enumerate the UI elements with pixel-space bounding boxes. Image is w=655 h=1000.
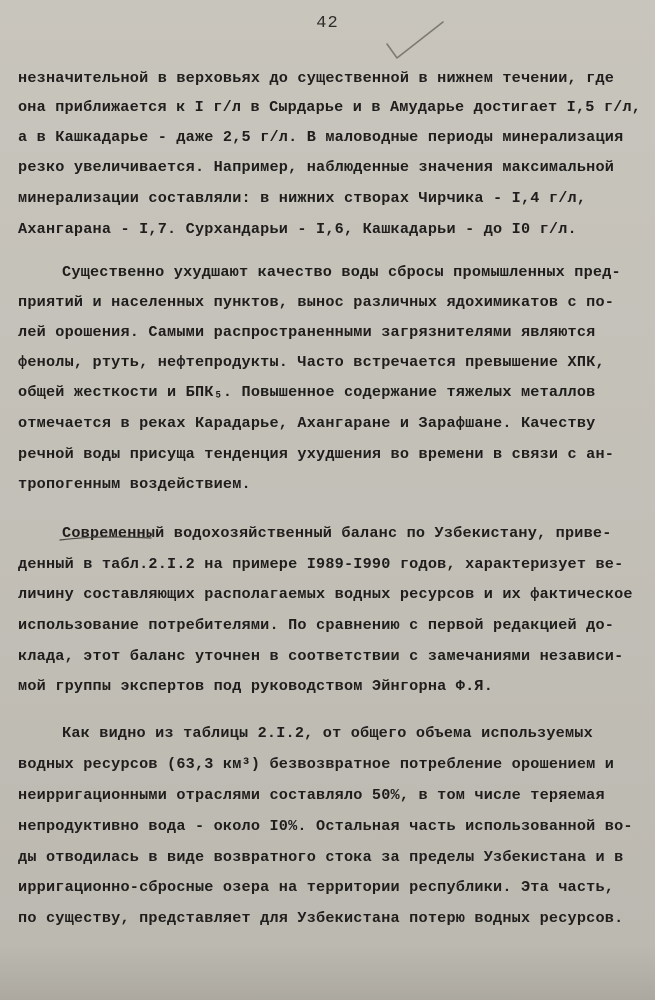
text-line: минерализации составляли: в нижних створах Чирчика - I,4 г/л, [18,189,587,207]
text-line: резко увеличивается. Например, наблюденные значения максимальной [18,158,615,176]
text-line: личину составляющих располагаемых водных ресурсов и их фактическое [18,585,633,603]
text-line: Современный водохозяйственный баланс по Узбекистану, приве- [62,524,612,542]
text-line: общей жесткости и БПК₅. Повышенное содержание тяжелых металлов [18,383,596,401]
text-line: ирригационно-сбросные озера на территории республики. Эта часть, [18,878,615,896]
text-line: отмечается в реках Карадарье, Ахангаране и Зарафшане. Качеству [18,414,596,432]
text-line: непродуктивно вода - около I0%. Остальная часть использованной во- [18,817,633,835]
text-line: Ахангарана - I,7. Сурхандарьи - I,6, Кашкадарьи - до I0 г/л. [18,220,577,238]
text-line: речной воды присуща тенденция ухудшения во времени в связи с ан- [18,445,615,463]
text-line: а в Кашкадарье - даже 2,5 г/л. В маловодные периоды минерализация [18,128,624,146]
page-shadow [0,945,655,1000]
handwritten-checkmark [385,18,445,63]
text-line: Существенно ухудшают качество воды сбросы промышленных пред- [62,263,621,281]
text-line: мой группы экспертов под руководством Эйнгорна Ф.Я. [18,677,494,695]
text-line: ды отводилась в виде возвратного стока за пределы Узбекистана и в [18,848,624,866]
page-number: 42 [316,14,339,33]
text-line: незначительной в верховьях до существенной в нижнем течении, где [18,69,615,87]
text-line: лей орошения. Самыми распространенными загрязнителями являются [18,323,596,341]
text-line: неирригационными отраслями составляло 50%, в том числе теряемая [18,786,605,804]
text-line: денный в табл.2.I.2 на примере I989-I990 годов, характеризует ве- [18,555,624,573]
text-line: водных ресурсов (63,3 км³) безвозвратное потребление орошением и [18,755,615,773]
text-line: по существу, представляет для Узбекистана потерю водных ресурсов. [18,909,624,927]
text-line: клада, этот баланс уточнен в соответствии с замечаниями независи- [18,647,624,665]
text-line: использование потребителями. По сравнению с первой редакцией до- [18,616,615,634]
text-line: приятий и населенных пунктов, вынос различных ядохимикатов с по- [18,293,615,311]
text-line: фенолы, ртуть, нефтепродукты. Часто встречается превышение ХПК, [18,353,605,371]
text-line: Как видно из таблицы 2.I.2, от общего объема используемых [62,724,593,742]
text-line: она приближается к I г/л в Сырдарье и в Амударье достигает I,5 г/л, [18,98,642,116]
handwritten-underline [58,534,153,544]
text-line: тропогенным воздействием. [18,475,251,493]
